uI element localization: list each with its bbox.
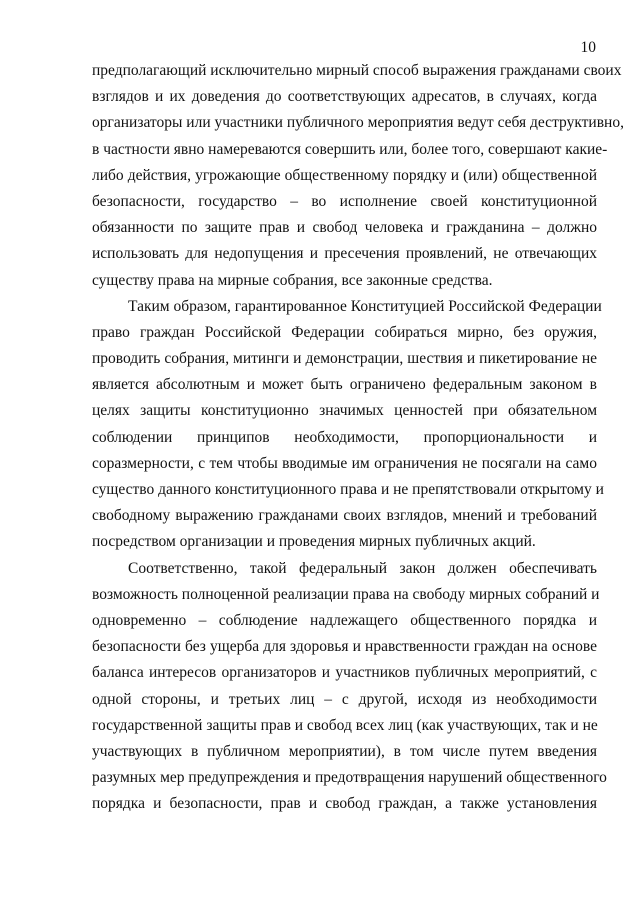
text-line: целях защиты конституционно значимых ценностей при обязательном xyxy=(92,402,597,420)
text-line: либо действия, угрожающие общественному порядку и (или) общественной xyxy=(92,166,597,184)
text-line: обязанности по защите прав и свобод человека и гражданина – должно xyxy=(92,219,597,237)
text-line: является абсолютным и может быть ограничено федеральным законом в xyxy=(92,376,597,394)
text-line: безопасности без ущерба для здоровья и нравственности граждан на основе xyxy=(92,638,597,656)
text-line: государственной защиты прав и свобод всех лиц (как участвующих, так и не xyxy=(92,716,598,734)
text-line: соблюдении принципов необходимости, пропорциональности и xyxy=(92,428,597,446)
paragraph xyxy=(92,58,624,294)
text-line: предполагающий исключительно мирный способ выражения гражданами своих xyxy=(92,62,622,79)
text-line: в частности явно намереваются совершить или, более того, совершают какие- xyxy=(92,140,608,158)
text-line: существу права на мирные собрания, все законные средства. xyxy=(92,271,493,289)
text-line: использовать для недопущения и пресечения проявлений, не отвечающих xyxy=(92,245,597,263)
text-line: Таким образом, гарантированное Конституцией Российской Федерации xyxy=(128,297,602,315)
document-body xyxy=(92,58,624,817)
text-line: свободному выражению гражданами своих взглядов, мнений и требований xyxy=(92,507,597,525)
text-line: одновременно – соблюдение надлежащего общественного порядка и xyxy=(92,611,597,629)
text-line: участвующих в публичном мероприятии), в том числе путем введения xyxy=(92,742,597,760)
text-line: баланса интересов организаторов и участников публичных мероприятий, с xyxy=(92,664,597,682)
text-line: разумных мер предупреждения и предотвращения нарушений общественного xyxy=(92,769,607,787)
text-line: взглядов и их доведения до соответствующих адресатов, в случаях, когда xyxy=(92,88,597,106)
text-line: существо данного конституционного права и не препятствовали открытому и xyxy=(92,481,604,498)
text-line: одной стороны, и третьих лиц – с другой, исходя из необходимости xyxy=(92,690,597,708)
text-line: порядка и безопасности, прав и свобод граждан, а также установления xyxy=(92,795,597,813)
page-number: 10 xyxy=(580,39,596,56)
text-line: посредством организации и проведения мирных публичных акций. xyxy=(92,533,536,551)
text-line: право граждан Российской Федерации собираться мирно, без оружия, xyxy=(92,323,597,341)
paragraph xyxy=(92,294,604,556)
text-line: возможность полноценной реализации права на свободу мирных собраний и xyxy=(92,585,600,603)
paragraph xyxy=(92,556,607,818)
text-line: проводить собрания, митинги и демонстрации, шествия и пикетирование не xyxy=(92,350,597,368)
text-line: Соответственно, такой федеральный закон должен обеспечивать xyxy=(128,559,597,577)
text-line: организаторы или участники публичного мероприятия ведут себя деструктивно, xyxy=(92,114,624,132)
text-line: соразмерности, с тем чтобы вводимые им ограничения не посягали на само xyxy=(92,454,597,472)
text-line: безопасности, государство – во исполнение своей конституционной xyxy=(92,192,597,210)
